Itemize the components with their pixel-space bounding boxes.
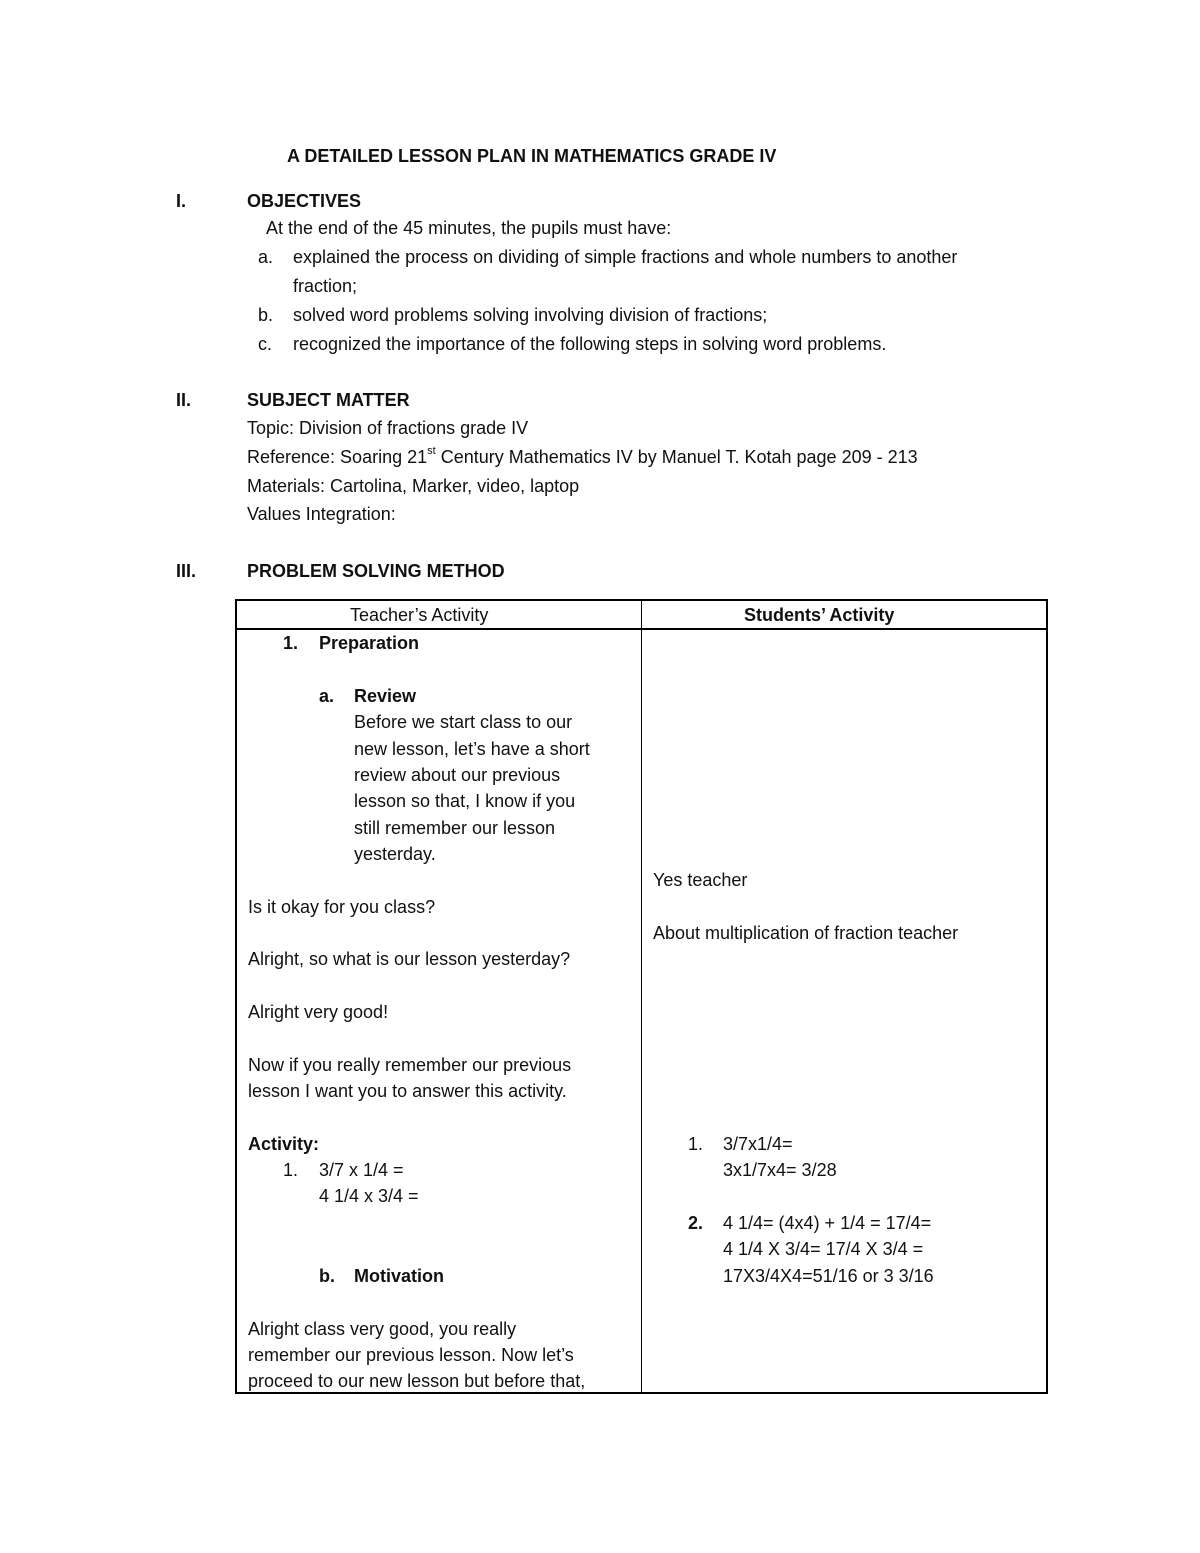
teacher-remark: Alright very good! bbox=[248, 1002, 389, 1022]
review-text: review about our previous bbox=[354, 765, 561, 785]
review-label: Review bbox=[354, 686, 417, 706]
objective-marker: a. bbox=[258, 247, 274, 267]
motivation-label: Motivation bbox=[354, 1266, 444, 1286]
answer-number: 1. bbox=[688, 1134, 704, 1154]
objective-text: solved word problems solving involving division of fractions; bbox=[293, 305, 768, 325]
subject-topic: Topic: Division of fractions grade IV bbox=[247, 418, 529, 438]
activity-item: 3/7 x 1/4 = bbox=[319, 1160, 404, 1180]
subject-materials: Materials: Cartolina, Marker, video, laptop bbox=[247, 476, 580, 496]
review-text: yesterday. bbox=[354, 844, 436, 864]
section-numeral-objectives: I. bbox=[176, 191, 187, 211]
teacher-remark: lesson I want you to answer this activity. bbox=[248, 1081, 567, 1101]
student-answer: About multiplication of fraction teacher bbox=[653, 923, 959, 943]
column-divider bbox=[641, 601, 642, 1392]
motivation-marker: b. bbox=[319, 1266, 335, 1286]
activity-number: 1. bbox=[283, 1160, 299, 1180]
answer-line: 3/7x1/4= bbox=[723, 1134, 793, 1154]
section-numeral-subject-matter: II. bbox=[176, 390, 192, 410]
teacher-closing: proceed to our new lesson but before that, bbox=[248, 1371, 586, 1391]
preparation-number: 1. bbox=[283, 633, 299, 653]
teacher-question: Alright, so what is our lesson yesterday? bbox=[248, 949, 571, 969]
header-students-activity: Students’ Activity bbox=[744, 605, 895, 625]
subject-values: Values Integration: bbox=[247, 504, 396, 524]
teacher-remark: Now if you really remember our previous bbox=[248, 1055, 572, 1075]
answer-line: 17X3/4X4=51/16 or 3 3/16 bbox=[723, 1266, 934, 1286]
section-numeral-method: III. bbox=[176, 561, 197, 581]
review-marker: a. bbox=[319, 686, 335, 706]
header-divider bbox=[237, 628, 1046, 630]
objective-text: recognized the importance of the following steps in solving word problems. bbox=[293, 334, 887, 354]
activity-label: Activity: bbox=[248, 1134, 320, 1154]
answer-line: 4 1/4 X 3/4= 17/4 X 3/4 = bbox=[723, 1239, 924, 1259]
section-heading-method: PROBLEM SOLVING METHOD bbox=[247, 561, 505, 581]
review-text: lesson so that, I know if you bbox=[354, 791, 576, 811]
teacher-closing: Alright class very good, you really bbox=[248, 1319, 517, 1339]
teacher-question: Is it okay for you class? bbox=[248, 897, 436, 917]
review-text: new lesson, let’s have a short bbox=[354, 739, 590, 759]
objectives-intro: At the end of the 45 minutes, the pupils must have: bbox=[266, 218, 672, 238]
student-answer: Yes teacher bbox=[653, 870, 748, 890]
objective-marker: b. bbox=[258, 305, 274, 325]
document-title: A DETAILED LESSON PLAN IN MATHEMATICS GRADE IV bbox=[287, 146, 777, 166]
header-teacher-activity: Teacher’s Activity bbox=[350, 605, 489, 625]
section-heading-objectives: OBJECTIVES bbox=[247, 191, 362, 211]
answer-number: 2. bbox=[688, 1213, 704, 1233]
section-heading-subject-matter: SUBJECT MATTER bbox=[247, 390, 410, 410]
subject-reference: Reference: Soaring 21st Century Mathematics IV by Manuel T. Kotah page 209 - 213 bbox=[247, 445, 918, 467]
objective-marker: c. bbox=[258, 334, 273, 354]
review-text: still remember our lesson bbox=[354, 818, 556, 838]
preparation-label: Preparation bbox=[319, 633, 420, 653]
activity-item: 4 1/4 x 3/4 = bbox=[319, 1186, 419, 1206]
answer-line: 4 1/4= (4x4) + 1/4 = 17/4= bbox=[723, 1213, 932, 1233]
answer-line: 3x1/7x4= 3/28 bbox=[723, 1160, 837, 1180]
teacher-closing: remember our previous lesson. Now let’s bbox=[248, 1345, 574, 1365]
review-text: Before we start class to our bbox=[354, 712, 573, 732]
objective-text: fraction; bbox=[293, 276, 358, 296]
objective-text: explained the process on dividing of simple fractions and whole numbers to another bbox=[293, 247, 958, 267]
activity-table bbox=[235, 599, 1048, 1394]
